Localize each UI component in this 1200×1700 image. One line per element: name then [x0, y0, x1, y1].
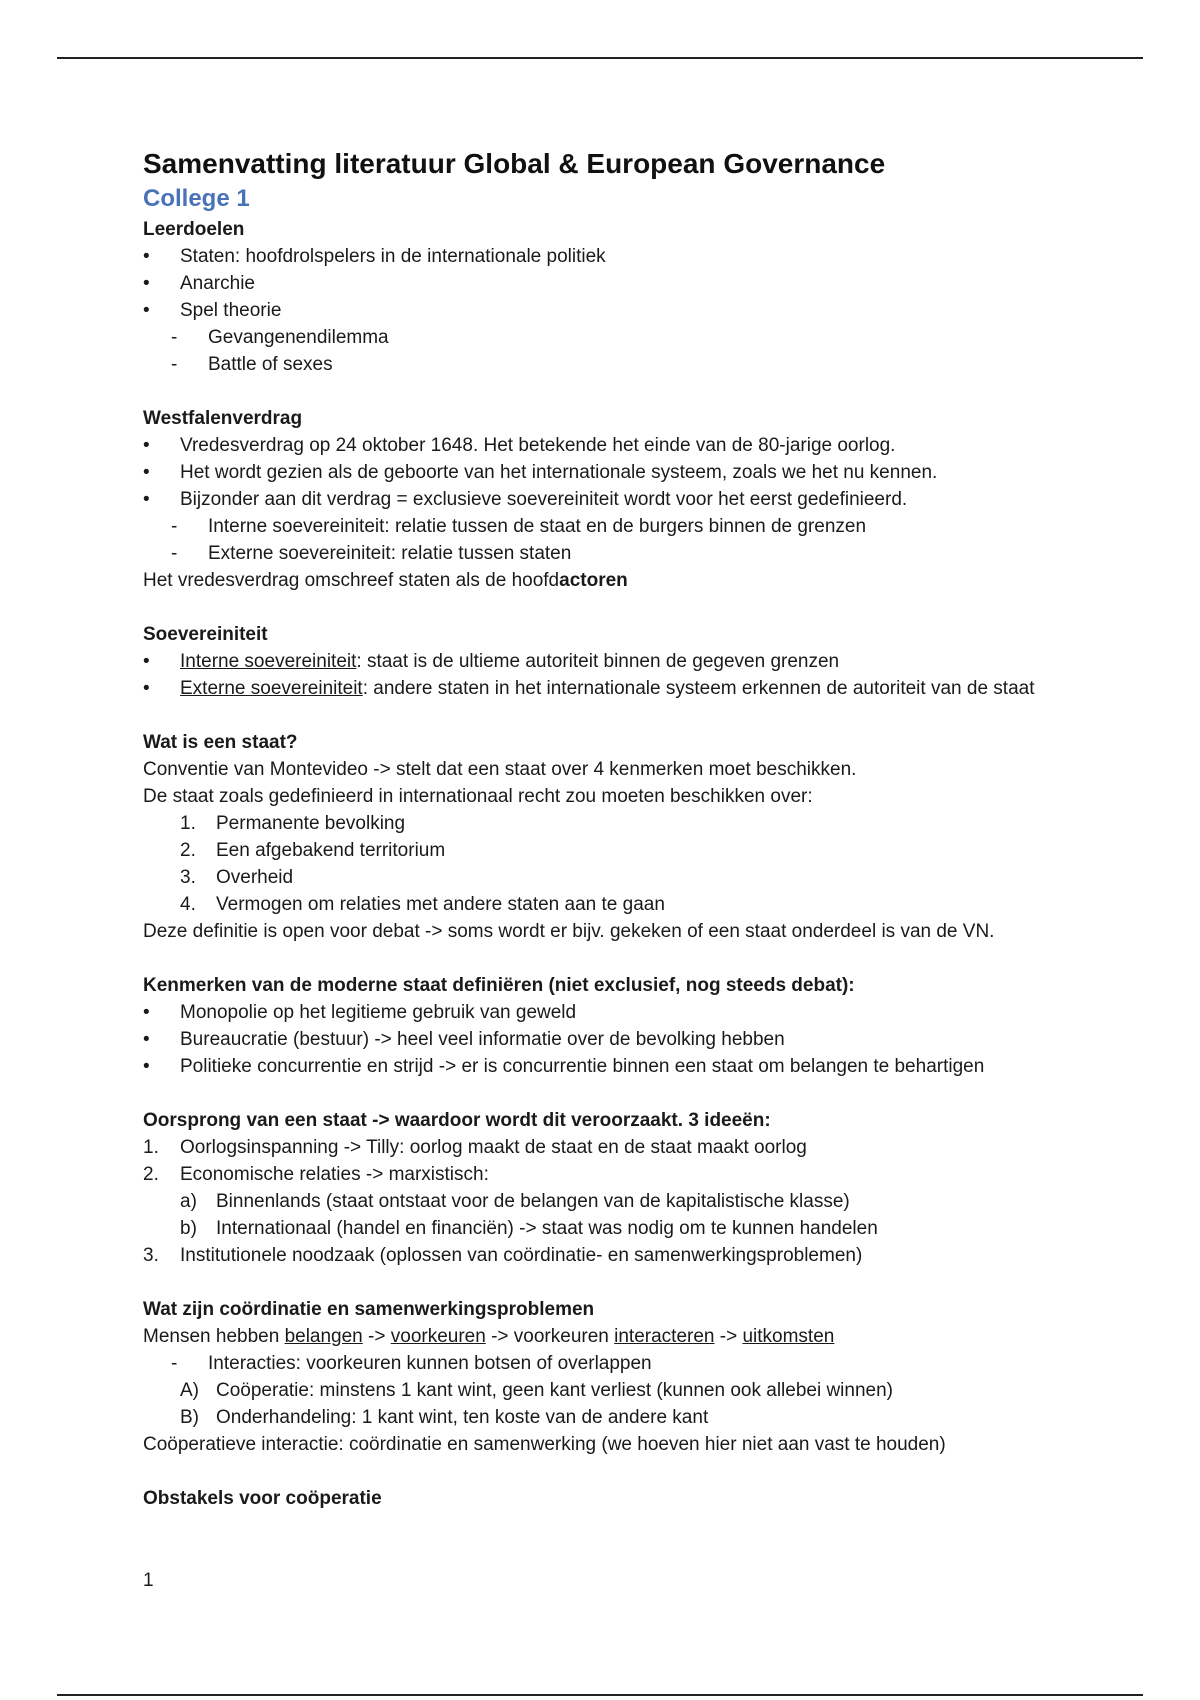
numbered-item	[143, 1134, 1083, 1161]
numbered-item	[143, 864, 1083, 891]
numbered-item	[143, 1161, 1083, 1188]
page-number: 1	[143, 1570, 154, 1591]
sub-list-item: - Externe soevereiniteit: relatie tussen staten	[143, 540, 1083, 567]
college-heading: College 1	[143, 185, 250, 212]
item-text: Een afgebakend territorium	[216, 840, 446, 861]
lettered-item	[143, 1215, 1083, 1242]
list-item: • Monopolie op het legitieme gebruik van geweld	[143, 999, 1083, 1026]
interaction-chain	[143, 1323, 1083, 1350]
chain-term: interacteren	[614, 1326, 715, 1347]
item-letter: B)	[180, 1407, 199, 1428]
paragraph: De staat zoals gedefinieerd in internationaal recht zou moeten beschikken over:	[143, 786, 813, 807]
westfalen-list	[143, 432, 1083, 567]
lettered-item	[143, 1377, 1083, 1404]
item-text: Economische relaties -> marxistisch:	[180, 1164, 489, 1185]
section-heading-westfalen: Westfalenverdrag	[143, 408, 303, 429]
chain-text: -> voorkeuren	[485, 1326, 615, 1347]
item-text: Institutionele noodzaak (oplossen van coördinatie- en samenwerkingsproblemen)	[180, 1245, 863, 1266]
section-heading-kenmerken: Kenmerken van de moderne staat definiëren (niet exclusief, nog steeds debat):	[143, 975, 855, 996]
item-number: 1.	[180, 813, 196, 834]
section-heading-staat: Wat is een staat?	[143, 732, 298, 753]
list-item: • Spel theorie	[143, 297, 1083, 324]
paragraph: Conventie van Montevideo -> stelt dat een staat over 4 kenmerken moet beschikken.	[143, 759, 857, 780]
list-item	[143, 675, 1083, 702]
chain-text: Mensen hebben	[143, 1326, 285, 1347]
chain-text: ->	[362, 1326, 391, 1347]
list-item: • Staten: hoofdrolspelers in de internationale politiek	[143, 243, 1083, 270]
sub-list-item: - Gevangenendilemma	[143, 324, 1083, 351]
item-text: Oorlogsinspanning -> Tilly: oorlog maakt de staat en de staat maakt oorlog	[180, 1137, 807, 1158]
closing-text: Het vredesverdrag omschreef staten als de hoofd	[143, 570, 560, 591]
soevereiniteit-list	[143, 648, 1083, 702]
term-underlined: Externe soevereiniteit	[180, 678, 363, 699]
section-heading-oorsprong: Oorsprong van een staat -> waardoor wordt dit veroorzaakt. 3 ideeën:	[143, 1110, 771, 1131]
section-heading-leerdoelen: Leerdoelen	[143, 219, 245, 240]
item-text: Overheid	[216, 867, 294, 888]
document-title: Samenvatting literatuur Global & European Governance	[143, 148, 886, 179]
numbered-item	[143, 837, 1083, 864]
term-definition: : andere staten in het internationale systeem erkennen de autoriteit van de staat	[362, 678, 1035, 699]
item-letter: b)	[180, 1218, 197, 1239]
kenmerken-list	[143, 999, 1083, 1080]
item-letter: a)	[180, 1191, 197, 1212]
sub-list-item: - Battle of sexes	[143, 351, 1083, 378]
closing-emphasis: actoren	[559, 570, 628, 591]
sub-list-item: - Interacties: voorkeuren kunnen botsen of overlappen	[143, 1350, 1083, 1377]
westfalen-closing	[143, 567, 1083, 594]
lettered-item	[143, 1404, 1083, 1431]
lettered-item	[143, 1188, 1083, 1215]
list-item: • Vredesverdrag op 24 oktober 1648. Het betekende het einde van de 80-jarige oorlog.	[143, 432, 1083, 459]
chain-term: voorkeuren	[390, 1326, 486, 1347]
list-item: • Het wordt gezien als de geboorte van het internationale systeem, zoals we het nu kennen.	[143, 459, 1083, 486]
leerdoelen-list	[143, 243, 1083, 378]
list-item: • Anarchie	[143, 270, 1083, 297]
item-number: 1.	[143, 1137, 159, 1158]
item-number: 3.	[180, 867, 196, 888]
section-heading-coordinatie: Wat zijn coördinatie en samenwerkingsproblemen	[143, 1299, 595, 1320]
chain-term: belangen	[284, 1326, 363, 1347]
item-text: Permanente bevolking	[216, 813, 406, 834]
numbered-item	[143, 810, 1083, 837]
chain-text: ->	[714, 1326, 743, 1347]
item-number: 4.	[180, 894, 196, 915]
item-text: Vermogen om relaties met andere staten aan te gaan	[216, 894, 665, 915]
item-text: Binnenlands (staat ontstaat voor de belangen van de kapitalistische klasse)	[216, 1191, 850, 1212]
paragraph: Coöperatieve interactie: coördinatie en samenwerking (we hoeven hier niet aan vast te houden)	[143, 1434, 946, 1455]
item-number: 3.	[143, 1245, 159, 1266]
term-underlined: Interne soevereiniteit	[180, 651, 357, 672]
list-item: • Politieke concurrentie en strijd -> er is concurrentie binnen een staat om belangen te behartigen	[143, 1053, 1083, 1080]
list-item: • Bureaucratie (bestuur) -> heel veel informatie over de bevolking hebben	[143, 1026, 1083, 1053]
list-item	[143, 648, 1083, 675]
oorsprong-list	[143, 1134, 1083, 1269]
numbered-item	[143, 891, 1083, 918]
item-text: Coöperatie: minstens 1 kant wint, geen kant verliest (kunnen ook allebei winnen)	[216, 1380, 893, 1401]
section-heading-obstakels: Obstakels voor coöperatie	[143, 1488, 382, 1509]
item-text: Internationaal (handel en financiën) -> staat was nodig om te kunnen handelen	[216, 1218, 878, 1239]
chain-term: uitkomsten	[742, 1326, 835, 1347]
sub-list-item: - Interne soevereiniteit: relatie tussen de staat en de burgers binnen de grenzen	[143, 513, 1083, 540]
item-letter: A)	[180, 1380, 199, 1401]
staat-criteria-list	[143, 810, 1083, 918]
item-number: 2.	[180, 840, 196, 861]
item-text: Onderhandeling: 1 kant wint, ten koste van de andere kant	[216, 1407, 709, 1428]
numbered-item	[143, 1242, 1083, 1269]
term-definition: : staat is de ultieme autoriteit binnen de gegeven grenzen	[356, 651, 840, 672]
document-page	[143, 146, 1083, 1512]
footer-rule	[57, 1694, 1143, 1696]
coordinatie-list	[143, 1350, 1083, 1431]
section-heading-soevereiniteit: Soevereiniteit	[143, 624, 268, 645]
list-item: • Bijzonder aan dit verdrag = exclusieve soevereiniteit wordt voor het eerst gedefinieerd.	[143, 486, 1083, 513]
header-rule	[57, 57, 1143, 59]
item-number: 2.	[143, 1164, 159, 1185]
paragraph: Deze definitie is open voor debat -> soms wordt er bijv. gekeken of een staat onderdeel is van de VN.	[143, 921, 995, 942]
